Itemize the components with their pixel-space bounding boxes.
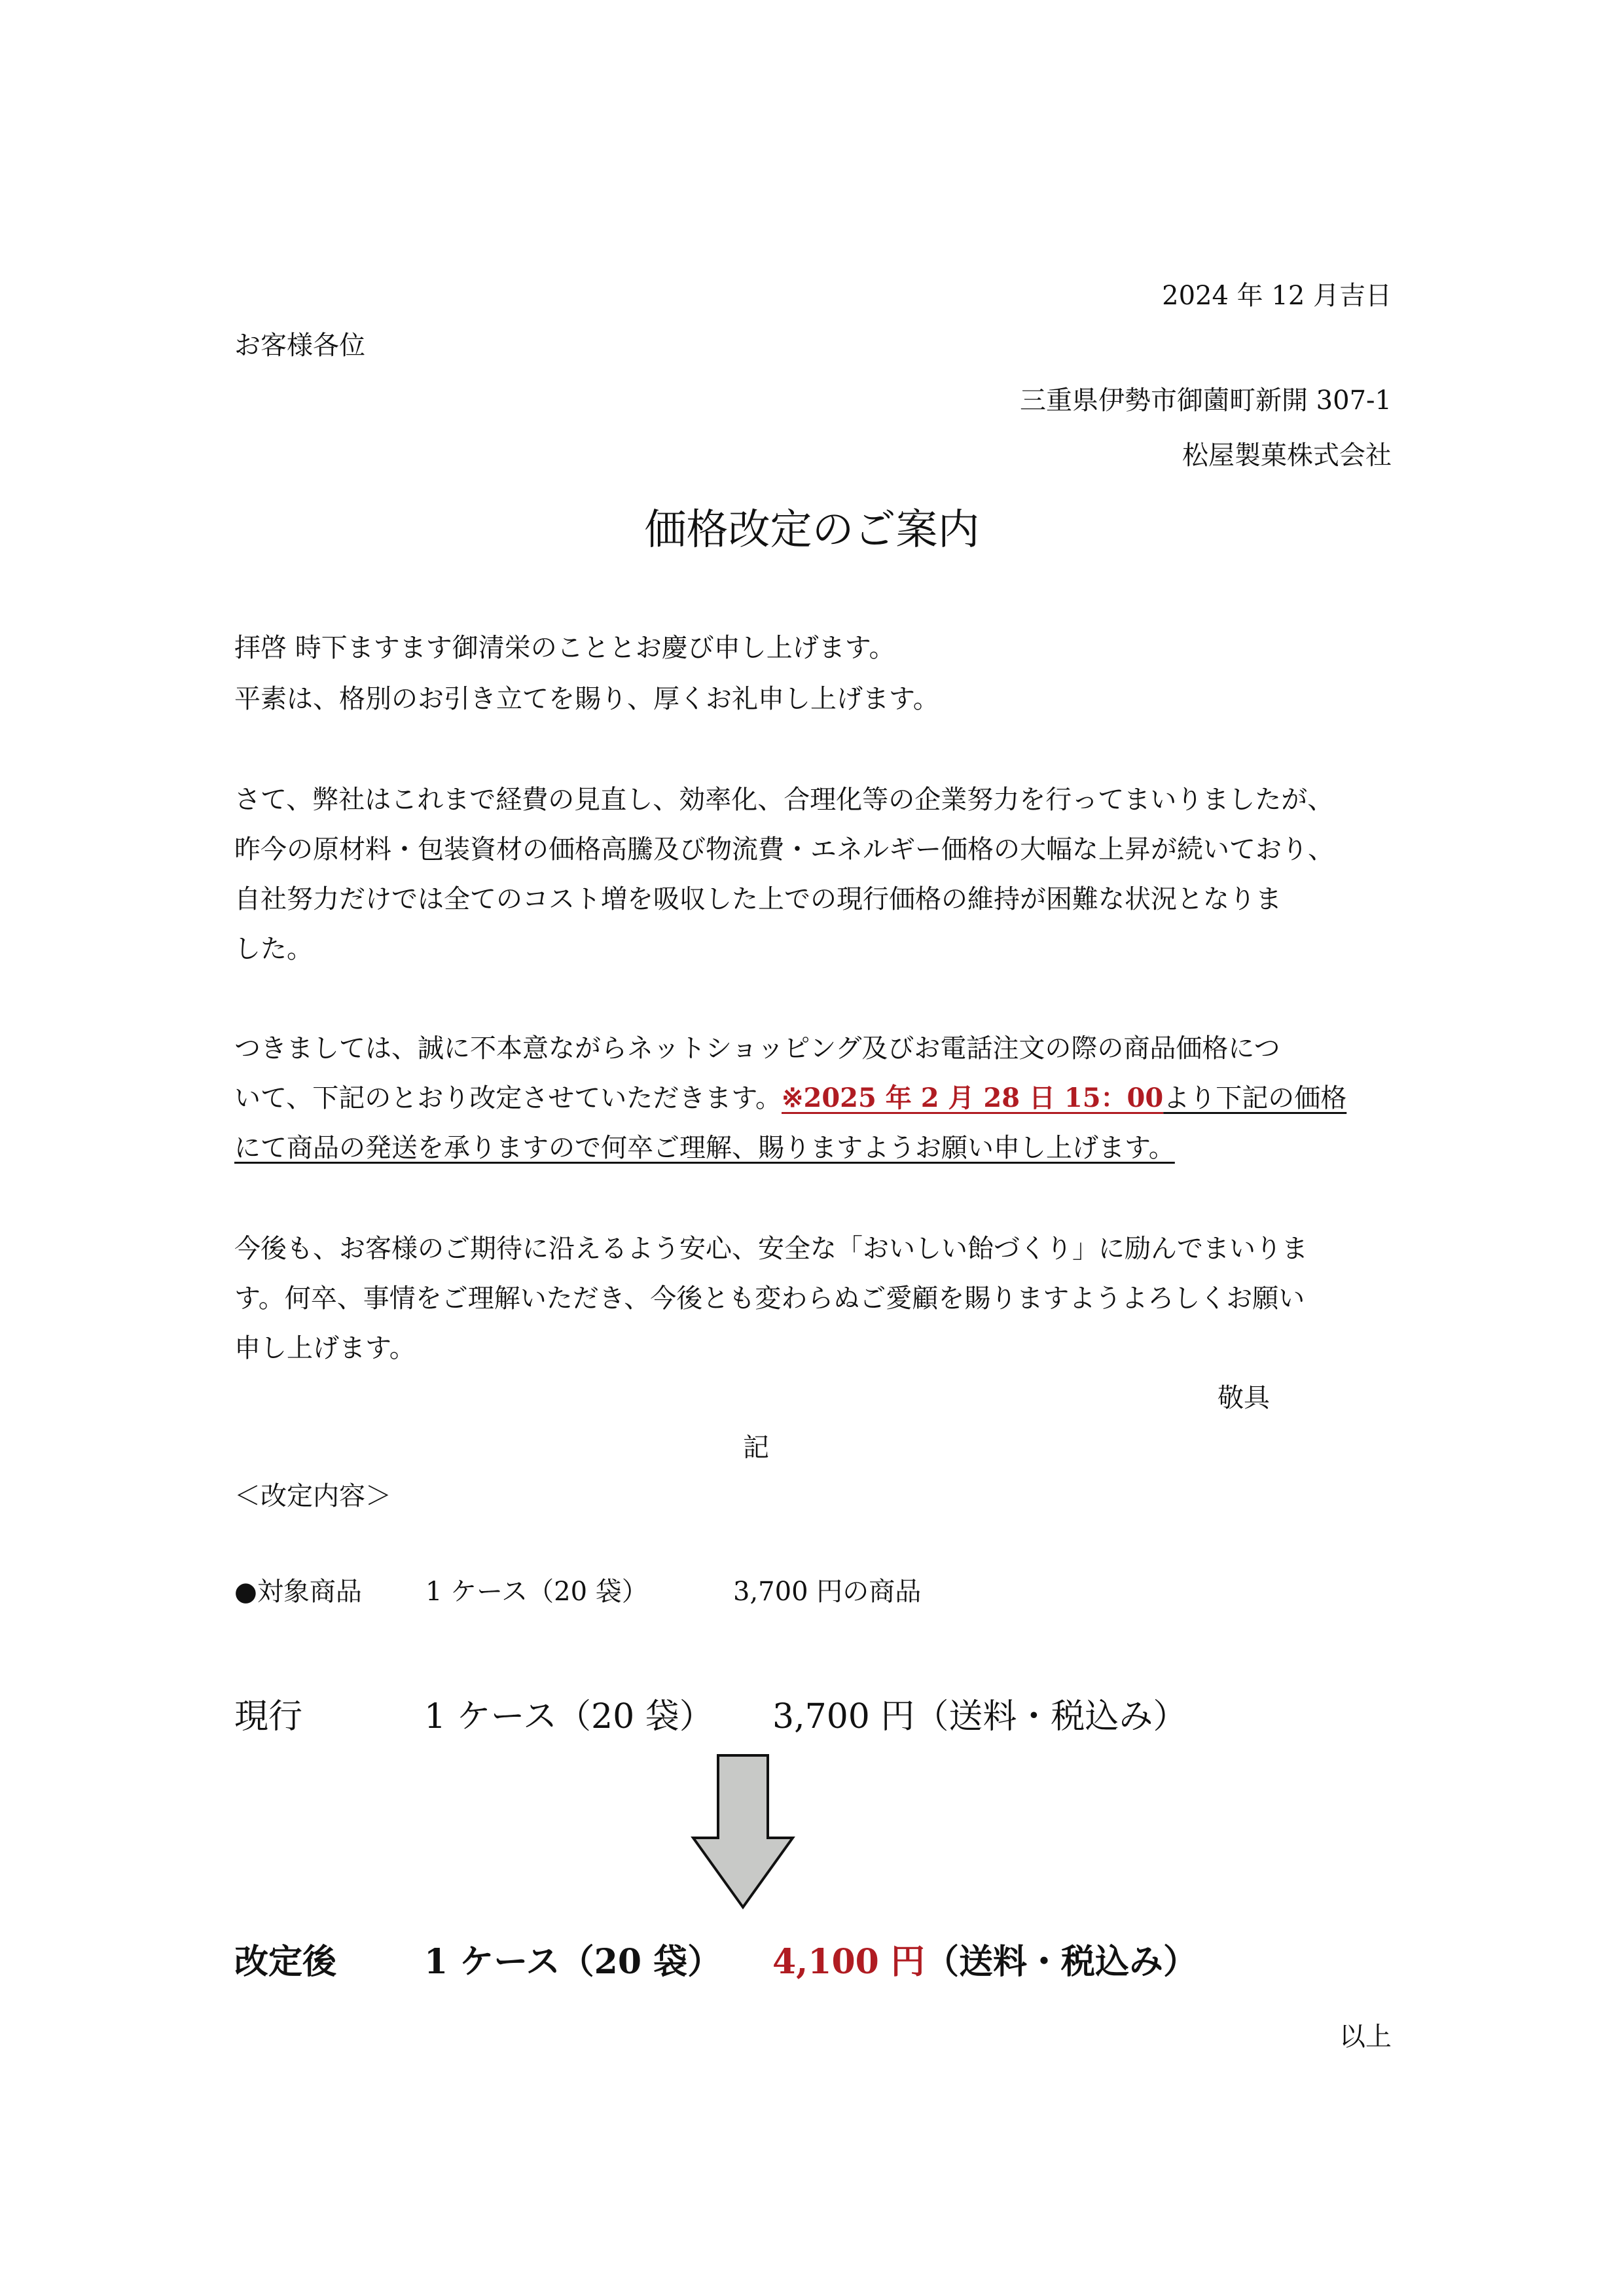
paragraph-2-line-1: つきましては、誠に不本意ながらネットショッピング及びお電話注文の際の商品価格につ	[234, 1033, 1280, 1064]
greeting-line-1: 拝啓 時下ますます御清栄のこととお慶び申し上げます。	[234, 633, 895, 663]
paragraph-1-line-1: さて、弊社はこれまで経費の見直し、効率化、合理化等の企業努力を行ってまいりましたが、	[234, 785, 1334, 815]
company-address: 三重県伊勢市御薗町新開 307-1	[1019, 386, 1392, 416]
section-heading: ＜改定内容＞	[234, 1481, 391, 1511]
document-date: 2024 年 12 月吉日	[1162, 281, 1392, 311]
target-product-case: 1 ケース（20 袋）	[425, 1577, 648, 1607]
paragraph-1-line-3: 自社努力だけでは全てのコスト増を吸収した上での現行価格の維持が困難な状況となりま	[234, 884, 1282, 914]
document-title: 価格改定のご案内	[644, 506, 980, 554]
paragraph-2-line-3: にて商品の発送を承りますので何卒ご理解、賜りますようお願い申し上げます。	[234, 1133, 1175, 1163]
revised-case: 1 ケース（20 袋）	[424, 1942, 722, 1982]
down-arrow-icon	[691, 1754, 795, 1911]
revised-price: 4,100 円	[772, 1942, 925, 1982]
current-label: 現行	[234, 1697, 303, 1736]
revised-label: 改定後	[234, 1942, 337, 1982]
paragraph-1-line-2: 昨今の原材料・包装資材の価格高騰及び物流費・エネルギー価格の大幅な上昇が続いており、	[234, 834, 1334, 865]
company-name: 松屋製菓株式会社	[1182, 440, 1392, 471]
effective-date-notice: ※2025 年 2 月 28 日 15：00	[782, 1083, 1164, 1113]
paragraph-3-line-2: す。何卒、事情をご理解いただき、今後とも変わらぬご愛顧を賜りますようよろしくお願い	[234, 1283, 1305, 1314]
end-mark: 以上	[1339, 2022, 1392, 2052]
target-product-price: 3,700 円の商品	[733, 1577, 922, 1607]
paragraph-2-line-2-tail: より下記の価格	[1163, 1083, 1347, 1113]
revised-price-line	[772, 1934, 1197, 1983]
closing-keigu: 敬具	[1218, 1383, 1270, 1413]
paragraph-2-line-2-text: いて、下記のとおり改定させていただきます。	[234, 1083, 782, 1113]
paragraph-2-line-2	[234, 1077, 1346, 1119]
current-case: 1 ケース（20 袋）	[424, 1697, 713, 1736]
paragraph-3-line-1: 今後も、お客様のご期待に沿えるよう安心、安全な「おいしい飴づくり」に励んでまいりま	[234, 1234, 1308, 1264]
target-product-label: ●対象商品	[234, 1577, 362, 1607]
current-price: 3,700 円（送料・税込み）	[772, 1697, 1187, 1736]
recipient: お客様各位	[234, 331, 365, 361]
ki-mark: 記	[743, 1433, 769, 1463]
revised-price-note: （送料・税込み）	[924, 1942, 1197, 1982]
paragraph-3-line-3: 申し上げます。	[234, 1333, 416, 1363]
greeting-line-2: 平素は、格別のお引き立てを賜り、厚くお礼申し上げます。	[234, 684, 939, 714]
paragraph-1-line-4: した。	[234, 934, 313, 964]
